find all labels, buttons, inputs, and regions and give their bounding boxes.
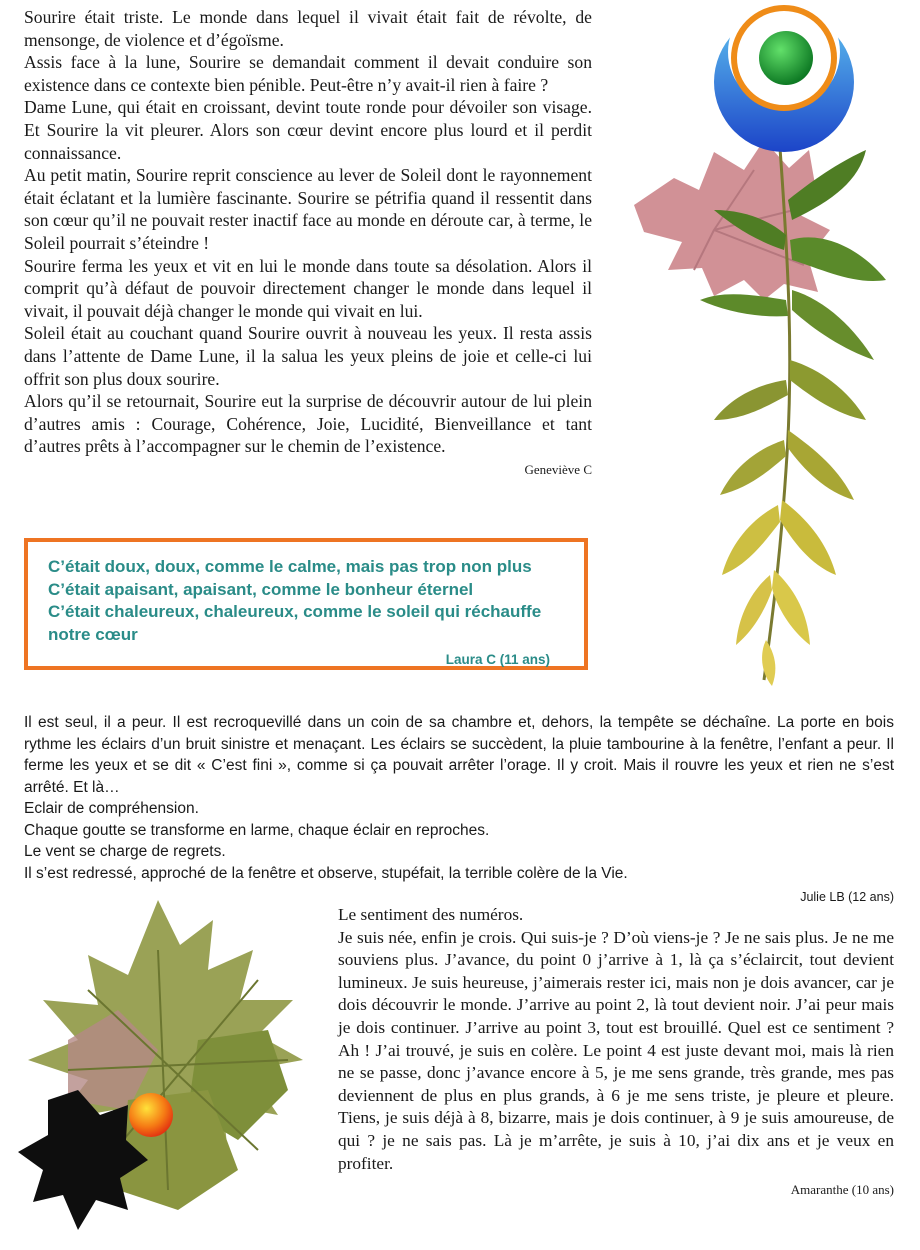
story-author: Amaranthe (10 ans) (790, 1182, 894, 1198)
story-paragraph: Sourire était triste. Le monde dans lequel il vivait était fait de révolte, de mensonge, de violence et d’égoïsme. (24, 7, 592, 50)
sun-sphere-icon (129, 1093, 173, 1137)
story-paragraph: Dame Lune, qui était en croissant, devint toute ronde pour dévoiler son visage. Et Sourire la vit pleurer. Alors son cœur devint encore plus lourd et il perdit connaissance. (24, 97, 592, 163)
fern-moon-illustration (604, 0, 920, 690)
story-sourire (24, 6, 592, 480)
story-paragraph: Le vent se charge de regrets. (24, 843, 226, 860)
story-paragraph: Alors qu’il se retournait, Sourire eut la surprise de découvrir autour de lui plein d’autres amis : Courage, Cohérence, Joie, Lucidité, Bienveillance et tant d’autres prêts à l’accompagner sur le chemin de l’existence. (24, 391, 592, 457)
poem-author: Laura C (11 ans) (445, 652, 550, 667)
poem-line: C’était doux, doux, comme le calme, mais pas trop non plus (48, 557, 532, 576)
story-paragraph: Il s’est redressé, approché de la fenêtre et observe, stupéfait, la terrible colère de la Vie. (24, 864, 628, 882)
story-title: Le sentiment des numéros. (338, 905, 524, 924)
story-paragraph: Il est seul, il a peur. Il est recroquevillé dans un coin de sa chambre et, dehors, la tempête se déchaîne. La porte en bois rythme les éclairs d’un bruit sinistre et menaçant. Les éclairs se succèdent, la pluie tambourine à la fenêtre, l’enfant a peur. Il ferme les yeux et se dit « C’est fini », comme si ça pouvait arrêter l’orage. Il y croit. Mais il rouvre les yeux et rien ne s’est arrêté. Et là… (24, 714, 894, 796)
leaf-cluster-illustration (8, 890, 330, 1250)
story-paragraph: Sourire ferma les yeux et vit en lui le monde dans toute sa désolation. Alors il comprit qu’à défaut de pouvoir directement changer le monde dans lequel il vivait, il pouvait déjà changer le monde qui vivait en lui. (24, 255, 592, 321)
story-paragraph: Eclair de compréhension. (24, 800, 199, 817)
green-sphere-icon (759, 31, 813, 85)
poem-line: C’était apaisant, apaisant, comme le bonheur éternel (48, 579, 474, 599)
poem-box (24, 538, 588, 670)
story-paragraph: Au petit matin, Sourire reprit conscience au lever de Soleil dont le rayonnement était éclatant et la lumière fascinante. Sourire se pétrifia quand il ressentit dans son cœur qu’il ne pouvait rester inactif face au monde en déroute car, à terme, le Soleil pourrait s’éteindre ! (24, 165, 592, 253)
story-paragraph: Soleil était au couchant quand Sourire ouvrit à nouveau les yeux. Il resta assis dans l’attente de Dame Lune, il la salua les yeux pleins de joie et celle-ci lui offrit son plus doux sourire. (24, 323, 592, 389)
story-author: Geneviève C (524, 461, 592, 477)
story-paragraph: Assis face à la lune, Sourire se demandait comment il devait conduire son existence dans ce contexte bien pénible. Peut-être n’y avait-il rien à faire ? (24, 52, 592, 95)
story-tempete (24, 712, 894, 906)
story-numeros (338, 904, 894, 1199)
story-author: Julie LB (12 ans) (800, 890, 894, 904)
story-paragraph: Je suis née, enfin je crois. Qui suis-je ? D’où viens-je ? Je ne sais plus. Je ne me souviens plus. J’avance, du point 0 j’arrive à 1, là ça s’éclaircit, tout devient lumineux. Je suis heureuse, j’aimerais rester ici, mais non je dois avancer, car je dois découvrir le monde. J’arrive au point 2, là tout devient noir. J’ai peur mais je dois continuer. J’arrive au point 3, tout est brouillé. Quel est ce sentiment ? Ah ! J’ai trouvé, je suis en colère. Le point 4 est juste devant moi, mais là rien ne se passe, donc j’avance encore à 5, je me sens grande, très grande, mes pas deviennent de plus en plus grands, à 6 je me sens triste, je pleure et pleure. Tiens, je suis déjà à 8, bizarre, mais je dois continuer, à 9 je suis amoureuse, de qui ? je ne sais pas. Là je m’arrête, je suis à 10, j’ai dix ans et je veux en profiter. (338, 927, 894, 1173)
story-paragraph: Chaque goutte se transforme en larme, chaque éclair en reproches. (24, 821, 490, 839)
poem-line: C’était chaleureux, chaleureux, comme le soleil qui réchauffe notre cœur (48, 602, 542, 644)
